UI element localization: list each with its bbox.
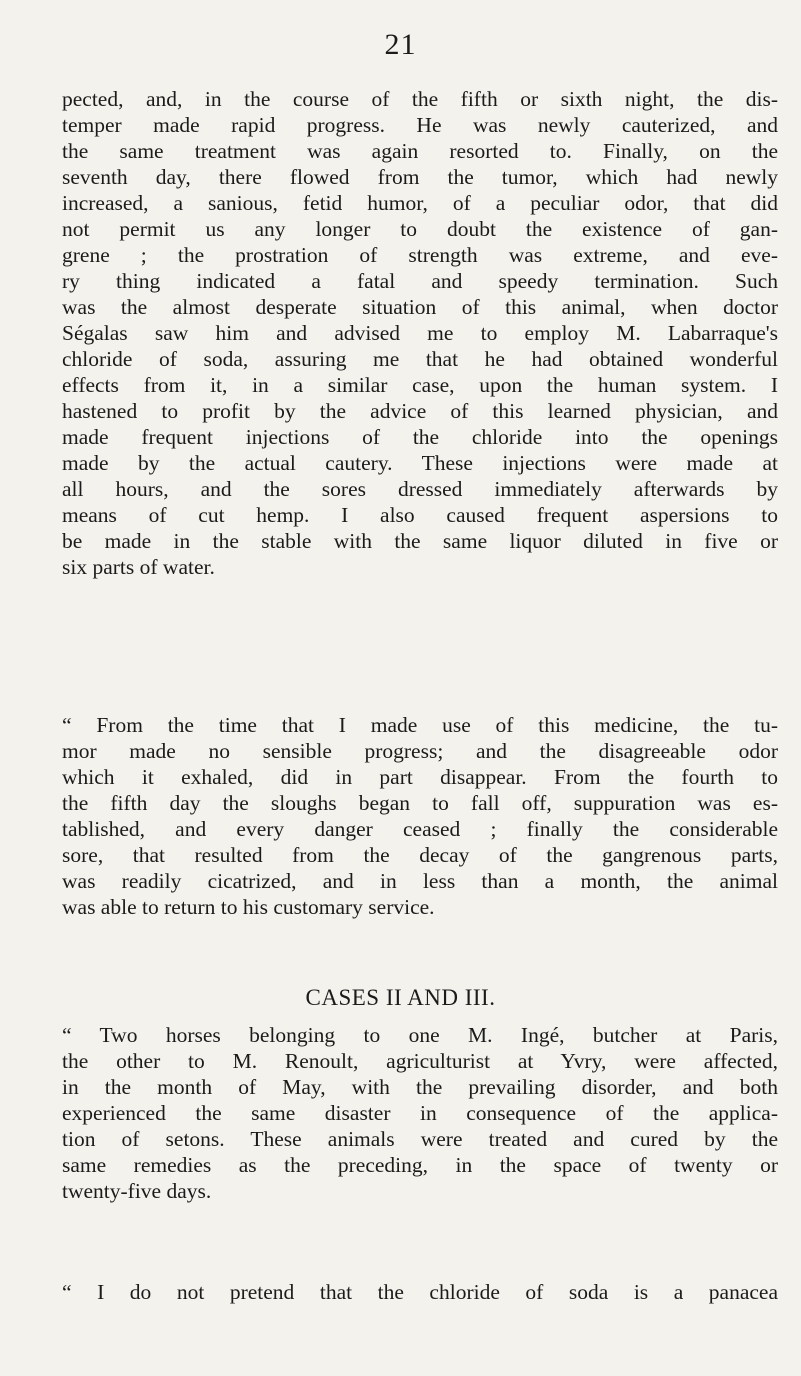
text-line: “ I do not pretend that the chloride of soda is a panacea	[62, 1280, 778, 1304]
text-line: made by the actual cautery. These injections were made at	[62, 451, 778, 475]
text-line: “ Two horses belonging to one M. Ingé, butcher at Paris,	[62, 1023, 778, 1047]
text-line: hastened to profit by the advice of this learned physician, and	[62, 399, 778, 423]
text-line: means of cut hemp. I also caused frequent aspersions to	[62, 503, 778, 527]
text-line: mor made no sensible progress; and the disagreeable odor	[62, 739, 778, 763]
text-line: in the month of May, with the prevailing disorder, and both	[62, 1075, 778, 1099]
paragraph-continued-case	[62, 86, 778, 580]
text-line: Ségalas saw him and advised me to employ M. Labarraque's	[62, 321, 778, 345]
text-line: six parts of water.	[62, 555, 215, 579]
text-line: the other to M. Renoult, agriculturist at Yvry, were affected,	[62, 1049, 778, 1073]
text-line: effects from it, in a similar case, upon the human system. I	[62, 373, 778, 397]
text-line: grene ; the prostration of strength was extreme, and eve-	[62, 243, 778, 267]
text-line: increased, a sanious, fetid humor, of a peculiar odor, that did	[62, 191, 778, 215]
text-line: same remedies as the preceding, in the space of twenty or	[62, 1153, 778, 1177]
text-line: the fifth day the sloughs began to fall off, suppuration was es-	[62, 791, 778, 815]
text-line: not permit us any longer to doubt the existence of gan-	[62, 217, 778, 241]
text-line: which it exhaled, did in part disappear. From the fourth to	[62, 765, 778, 789]
paragraph-panacea	[62, 1279, 778, 1305]
text-line: twenty-five days.	[62, 1179, 212, 1203]
text-line: seventh day, there flowed from the tumor, which had newly	[62, 165, 778, 189]
text-line: chloride of soda, assuring me that he had obtained wonderful	[62, 347, 778, 371]
text-line: tablished, and every danger ceased ; finally the considerable	[62, 817, 778, 841]
page-number: 21	[384, 28, 417, 61]
text-line: tion of setons. These animals were treated and cured by the	[62, 1127, 778, 1151]
text-line: was able to return to his customary service.	[62, 895, 435, 919]
text-line: temper made rapid progress. He was newly cauterized, and	[62, 113, 778, 137]
paragraph-cases-two-three	[62, 1022, 778, 1204]
text-line: sore, that resulted from the decay of the gangrenous parts,	[62, 843, 778, 867]
text-line: all hours, and the sores dressed immediately afterwards by	[62, 477, 778, 501]
text-line: be made in the stable with the same liquor diluted in five or	[62, 529, 778, 553]
text-line: pected, and, in the course of the fifth or sixth night, the dis-	[62, 87, 778, 111]
section-heading: CASES II AND III.	[305, 985, 496, 1010]
text-line: ry thing indicated a fatal and speedy termination. Such	[62, 269, 778, 293]
text-line: was the almost desperate situation of this animal, when doctor	[62, 295, 778, 319]
text-line: the same treatment was again resorted to. Finally, on the	[62, 139, 778, 163]
text-line: made frequent injections of the chloride into the openings	[62, 425, 778, 449]
text-line: was readily cicatrized, and in less than a month, the animal	[62, 869, 778, 893]
text-line: experienced the same disaster in consequence of the applica-	[62, 1101, 778, 1125]
paragraph-treatment-result	[62, 712, 778, 920]
text-line: “ From the time that I made use of this medicine, the tu-	[62, 713, 778, 737]
